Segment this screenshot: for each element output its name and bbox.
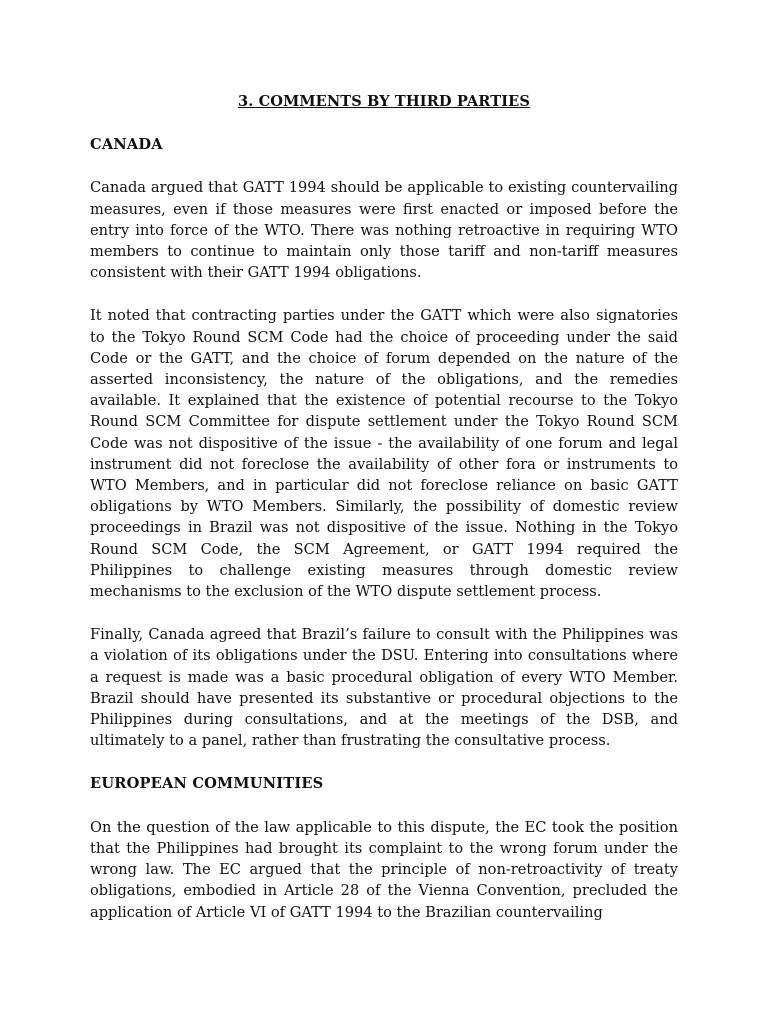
ec-paragraph-1: On the question of the law applicable to this dispute, the EC took the position that the Philippines had brought its complaint to the wrong forum under the wrong law. The EC argued that the principle of non-retroactivity of treaty obligations, embodied in Article 28 of the Vienna Convention, precluded the application of Article VI of GATT 1994 to the Brazilian countervailing: [90, 818, 678, 921]
canada-heading: CANADA: [90, 136, 163, 154]
section-title: 3. COMMENTS BY THIRD PARTIES: [237, 93, 531, 110]
canada-paragraph-3: Finally, Canada agreed that Brazil’s failure to consult with the Philippines was a violation of its obligations under the DSU. Entering into consultations where a request is made was a basic procedural obligation of every WTO Member. Brazil should have presented its substantive or procedural objections to the Philippines during consultations, and at the meetings of the DSB, and ultimately to a panel, rather than frustrating the consultative process.: [90, 626, 678, 750]
document-page: [90, 91, 678, 945]
canada-paragraph-1: Canada argued that GATT 1994 should be applicable to existing countervailing measures, even if those measures were first enacted or imposed before the entry into force of the WTO. There was nothing retroactive in requiring WTO members to continue to maintain only those tariff and non-tariff measures consistent with their GATT 1994 obligations.: [90, 179, 678, 282]
european-communities-heading: EUROPEAN COMMUNITIES: [90, 775, 324, 793]
canada-paragraph-2: It noted that contracting parties under the GATT which were also signatories to the Tokyo Round SCM Code had the choice of proceeding under the said Code or the GATT, and the choice of forum depended on the nature of the asserted inconsistency, the nature of the obligations, and the remedies available. It explained that the existence of potential recourse to the Tokyo Round SCM Committee for dispute settlement under the Tokyo Round SCM Code was not dispositive of the issue - the availability of one forum and legal instrument did not foreclose the availability of other fora or instruments to WTO Members, and in particular did not foreclose reliance on basic GATT obligations by WTO Members. Similarly, the possibility of domestic review proceedings in Brazil was not dispositive of the issue. Nothing in the Tokyo Round SCM Code, the SCM Agreement, or GATT 1994 required the Philippines to challenge existing measures through domestic review mechanisms to the exclusion of the WTO dispute settlement process.: [90, 307, 678, 601]
